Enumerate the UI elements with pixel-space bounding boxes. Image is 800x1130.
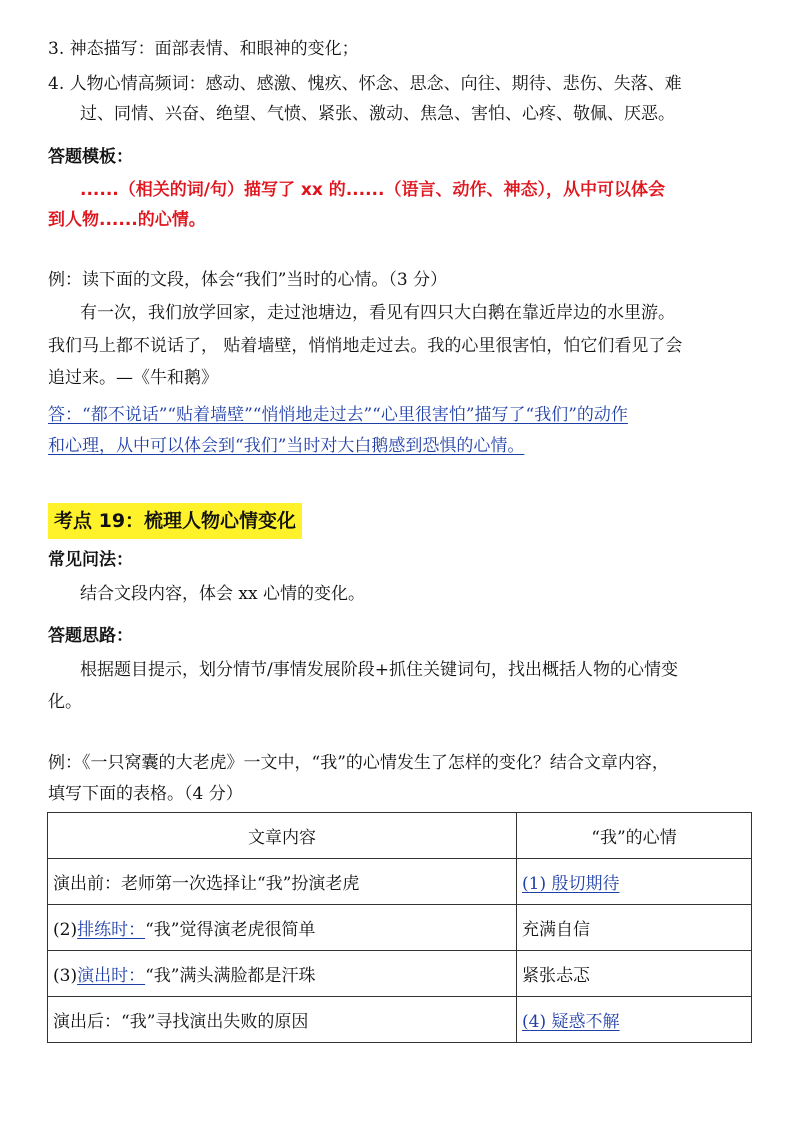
table-cell-content bbox=[48, 905, 517, 951]
template-line2: 到人物......的心情。 bbox=[48, 210, 206, 230]
mood-text: 紧张忐忑 bbox=[522, 966, 590, 986]
section-heading: 考点 19：梳理人物心情变化 bbox=[48, 503, 302, 539]
example1-answer-line1: 答：“都不说话”“贴着墙壁”“悄悄地走过去”“心里很害怕”描写了“我们”的动作 bbox=[48, 405, 628, 425]
table-cell-content bbox=[48, 997, 517, 1043]
table-cell-mood bbox=[517, 997, 752, 1043]
content-answer: 演出时： bbox=[77, 966, 146, 986]
table-cell-content bbox=[48, 859, 517, 905]
content-prefix: 演出后：“我”寻找演出失败的原因 bbox=[53, 1012, 309, 1032]
approach-title: 答题思路： bbox=[48, 626, 133, 646]
table-cell-mood bbox=[517, 951, 752, 997]
mood-table bbox=[47, 812, 752, 1043]
example1-question: 例：读下面的文段，体会“我们”当时的心情。（3 分） bbox=[48, 270, 448, 290]
content-prefix: (3) bbox=[53, 966, 78, 986]
list-item-4-line1: 4. 人物心情高频词：感动、感激、愧疚、怀念、思念、向往、期待、悲伤、失落、难 bbox=[48, 74, 682, 94]
list-item-4-line2: 过、同情、兴奋、绝望、气愤、紧张、激动、焦急、害怕、心疼、敬佩、厌恶。 bbox=[80, 104, 675, 124]
table-row bbox=[48, 997, 752, 1043]
example2-question-line2: 填写下面的表格。（4 分） bbox=[48, 784, 243, 804]
content-rest: “我”满头满脸都是汗珠 bbox=[145, 966, 316, 986]
example1-paragraph-line3: 追过来。—《牛和鹅》 bbox=[48, 368, 218, 388]
content-rest: “我”觉得演老虎很简单 bbox=[145, 920, 316, 940]
table-header-row bbox=[48, 813, 752, 859]
list-item-3: 3. 神态描写：面部表情、和眼神的变化； bbox=[48, 39, 359, 59]
table-row bbox=[48, 905, 752, 951]
template-line1: ......（相关的词/句）描写了 xx 的......（语言、动作、神态），从中可以体会 bbox=[80, 180, 665, 200]
approach-line2: 化。 bbox=[48, 692, 82, 712]
table-cell-mood bbox=[517, 859, 752, 905]
table-cell-mood bbox=[517, 905, 752, 951]
template-title: 答题模板： bbox=[48, 147, 133, 167]
example2-question-line1: 例：《一只窝囊的大老虎》一文中，“我”的心情发生了怎样的变化？结合文章内容， bbox=[48, 753, 669, 773]
example1-paragraph-line1: 有一次，我们放学回家，走过池塘边，看见有四只大白鹅在靠近岸边的水里游。 bbox=[80, 303, 675, 323]
table-header-content: 文章内容 bbox=[48, 813, 517, 859]
common-question-text: 结合文段内容，体会 xx 心情的变化。 bbox=[80, 584, 365, 604]
approach-line1: 根据题目提示，划分情节/事情发展阶段+抓住关键词句，找出概括人物的心情变 bbox=[80, 660, 678, 680]
common-question-title: 常见问法： bbox=[48, 550, 133, 570]
mood-answer: (1) 殷切期待 bbox=[522, 874, 620, 894]
table-header-mood: “我”的心情 bbox=[517, 813, 752, 859]
mood-text: 充满自信 bbox=[522, 920, 590, 940]
content-prefix: 演出前：老师第一次选择让“我”扮演老虎 bbox=[53, 874, 360, 894]
table-row bbox=[48, 951, 752, 997]
mood-answer: (4) 疑惑不解 bbox=[522, 1012, 620, 1032]
table-cell-content bbox=[48, 951, 517, 997]
example1-answer-line2: 和心理，从中可以体会到“我们”当时对大白鹅感到恐惧的心情。 bbox=[48, 436, 525, 456]
content-prefix: (2) bbox=[53, 920, 78, 940]
table-row bbox=[48, 859, 752, 905]
example1-paragraph-line2: 我们马上都不说话了， 贴着墙壁，悄悄地走过去。我的心里很害怕，怕它们看见了会 bbox=[48, 336, 683, 356]
content-answer: 排练时： bbox=[77, 920, 146, 940]
